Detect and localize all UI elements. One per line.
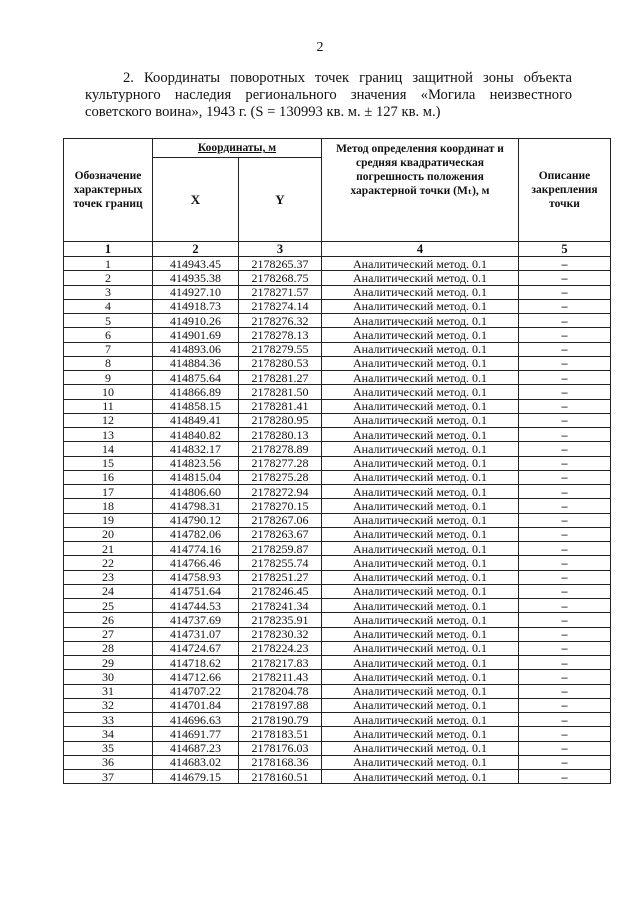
point-number-cell: 37 [64,770,153,784]
table-row [64,456,611,470]
table-row [64,755,611,769]
table-row [64,257,611,271]
column-number: 3 [239,242,322,257]
x-coordinate-cell: 414927.10 [153,285,239,299]
method-cell: Аналитический метод. 0.1 [322,656,519,670]
x-coordinate-cell: 414815.04 [153,470,239,484]
x-coordinate-cell: 414875.64 [153,371,239,385]
y-coordinate-cell: 2178278.13 [239,328,322,342]
header-x: X [153,158,239,242]
x-coordinate-cell: 414707.22 [153,684,239,698]
x-coordinate-cell: 414687.23 [153,741,239,755]
description-cell: – [519,727,611,741]
table-row [64,741,611,755]
y-coordinate-cell: 2178276.32 [239,314,322,328]
table-row [64,670,611,684]
method-cell: Аналитический метод. 0.1 [322,314,519,328]
description-cell: – [519,613,611,627]
coordinates-table [63,138,611,784]
method-cell: Аналитический метод. 0.1 [322,342,519,356]
point-number-cell: 17 [64,485,153,499]
method-cell: Аналитический метод. 0.1 [322,470,519,484]
point-number-cell: 4 [64,299,153,313]
description-cell: – [519,584,611,598]
table-row [64,727,611,741]
y-coordinate-cell: 2178176.03 [239,741,322,755]
description-cell: – [519,641,611,655]
method-cell: Аналитический метод. 0.1 [322,328,519,342]
table-row [64,627,611,641]
point-number-cell: 29 [64,656,153,670]
point-number-cell: 34 [64,727,153,741]
point-number-cell: 6 [64,328,153,342]
description-cell: – [519,428,611,442]
y-coordinate-cell: 2178204.78 [239,684,322,698]
method-cell: Аналитический метод. 0.1 [322,670,519,684]
description-cell: – [519,542,611,556]
x-coordinate-cell: 414832.17 [153,442,239,456]
method-cell: Аналитический метод. 0.1 [322,299,519,313]
y-coordinate-cell: 2178235.91 [239,613,322,627]
point-number-cell: 2 [64,271,153,285]
table-row [64,770,611,784]
y-coordinate-cell: 2178217.83 [239,656,322,670]
method-cell: Аналитический метод. 0.1 [322,499,519,513]
x-coordinate-cell: 414679.15 [153,770,239,784]
column-number: 1 [64,242,153,257]
method-cell: Аналитический метод. 0.1 [322,613,519,627]
description-cell: – [519,627,611,641]
table-row [64,542,611,556]
table-row [64,342,611,356]
point-number-cell: 16 [64,470,153,484]
method-cell: Аналитический метод. 0.1 [322,698,519,712]
header-point-designation: Обозначение характерных точек границ [64,139,153,242]
point-number-cell: 18 [64,499,153,513]
y-coordinate-cell: 2178211.43 [239,670,322,684]
table-row [64,599,611,613]
point-number-cell: 20 [64,527,153,541]
table-row [64,470,611,484]
table-row [64,698,611,712]
table-row [64,513,611,527]
method-cell: Аналитический метод. 0.1 [322,527,519,541]
description-cell: – [519,257,611,271]
point-number-cell: 13 [64,428,153,442]
method-cell: Аналитический метод. 0.1 [322,385,519,399]
method-cell: Аналитический метод. 0.1 [322,627,519,641]
point-number-cell: 30 [64,670,153,684]
table-row [64,584,611,598]
table-row [64,285,611,299]
point-number-cell: 28 [64,641,153,655]
description-cell: – [519,413,611,427]
method-cell: Аналитический метод. 0.1 [322,584,519,598]
header-coordinates: Координаты, м [153,139,322,158]
description-cell: – [519,527,611,541]
table-row [64,713,611,727]
method-cell: Аналитический метод. 0.1 [322,727,519,741]
table-row [64,641,611,655]
method-cell: Аналитический метод. 0.1 [322,556,519,570]
x-coordinate-cell: 414691.77 [153,727,239,741]
x-coordinate-cell: 414901.69 [153,328,239,342]
x-coordinate-cell: 414935.38 [153,271,239,285]
y-coordinate-cell: 2178246.45 [239,584,322,598]
description-cell: – [519,271,611,285]
method-cell: Аналитический метод. 0.1 [322,713,519,727]
header-description: Описание закрепления точки [519,139,611,242]
method-cell: Аналитический метод. 0.1 [322,485,519,499]
table-row [64,556,611,570]
point-number-cell: 11 [64,399,153,413]
description-cell: – [519,513,611,527]
description-cell: – [519,299,611,313]
method-cell: Аналитический метод. 0.1 [322,741,519,755]
description-cell: – [519,570,611,584]
x-coordinate-cell: 414782.06 [153,527,239,541]
page-number: 2 [316,40,324,55]
y-coordinate-cell: 2178251.27 [239,570,322,584]
point-number-cell: 26 [64,613,153,627]
y-coordinate-cell: 2178265.37 [239,257,322,271]
point-number-cell: 21 [64,542,153,556]
method-cell: Аналитический метод. 0.1 [322,428,519,442]
x-coordinate-cell: 414790.12 [153,513,239,527]
description-cell: – [519,656,611,670]
description-cell: – [519,670,611,684]
point-number-cell: 33 [64,713,153,727]
point-number-cell: 32 [64,698,153,712]
heading-text: 2. Координаты поворотных точек границ защитной зоны объекта культурного наследия регионального значения «Могила неизвестного советского воина», 1943 г. (S = 130993 кв. м. ± 127 кв. м.) [85,70,572,120]
column-number: 5 [519,242,611,257]
table-row [64,527,611,541]
description-cell: – [519,485,611,499]
table-row [64,613,611,627]
y-coordinate-cell: 2178267.06 [239,513,322,527]
table-row [64,271,611,285]
method-cell: Аналитический метод. 0.1 [322,371,519,385]
x-coordinate-cell: 414758.93 [153,570,239,584]
point-number-cell: 36 [64,755,153,769]
point-number-cell: 12 [64,413,153,427]
description-cell: – [519,684,611,698]
x-coordinate-cell: 414798.31 [153,499,239,513]
column-number: 2 [153,242,239,257]
method-cell: Аналитический метод. 0.1 [322,542,519,556]
y-coordinate-cell: 2178197.88 [239,698,322,712]
method-cell: Аналитический метод. 0.1 [322,285,519,299]
description-cell: – [519,698,611,712]
x-coordinate-cell: 414701.84 [153,698,239,712]
method-cell: Аналитический метод. 0.1 [322,641,519,655]
description-cell: – [519,755,611,769]
point-number-cell: 24 [64,584,153,598]
description-cell: – [519,285,611,299]
description-cell: – [519,385,611,399]
point-number-cell: 35 [64,741,153,755]
method-cell: Аналитический метод. 0.1 [322,413,519,427]
table-row [64,328,611,342]
point-number-cell: 10 [64,385,153,399]
y-coordinate-cell: 2178271.57 [239,285,322,299]
method-cell: Аналитический метод. 0.1 [322,257,519,271]
description-cell: – [519,314,611,328]
y-coordinate-cell: 2178272.94 [239,485,322,499]
x-coordinate-cell: 414718.62 [153,656,239,670]
x-coordinate-cell: 414724.67 [153,641,239,655]
point-number-cell: 3 [64,285,153,299]
description-cell: – [519,342,611,356]
y-coordinate-cell: 2178280.95 [239,413,322,427]
method-cell: Аналитический метод. 0.1 [322,356,519,370]
header-y: Y [239,158,322,242]
point-number-cell: 31 [64,684,153,698]
table-row [64,485,611,499]
y-coordinate-cell: 2178224.23 [239,641,322,655]
x-coordinate-cell: 414840.82 [153,428,239,442]
method-cell: Аналитический метод. 0.1 [322,513,519,527]
y-coordinate-cell: 2178183.51 [239,727,322,741]
x-coordinate-cell: 414823.56 [153,456,239,470]
y-coordinate-cell: 2178281.27 [239,371,322,385]
table-row [64,684,611,698]
description-cell: – [519,741,611,755]
x-coordinate-cell: 414910.26 [153,314,239,328]
y-coordinate-cell: 2178168.36 [239,755,322,769]
y-coordinate-cell: 2178281.50 [239,385,322,399]
x-coordinate-cell: 414696.63 [153,713,239,727]
point-number-cell: 5 [64,314,153,328]
method-cell: Аналитический метод. 0.1 [322,770,519,784]
method-cell: Аналитический метод. 0.1 [322,570,519,584]
table-row [64,385,611,399]
x-coordinate-cell: 414683.02 [153,755,239,769]
table-body [64,257,611,784]
description-cell: – [519,599,611,613]
point-number-cell: 25 [64,599,153,613]
description-cell: – [519,371,611,385]
description-cell: – [519,770,611,784]
table-row [64,314,611,328]
table-row [64,399,611,413]
table-row [64,570,611,584]
x-coordinate-cell: 414858.15 [153,399,239,413]
x-coordinate-cell: 414744.53 [153,599,239,613]
y-coordinate-cell: 2178230.32 [239,627,322,641]
point-number-cell: 7 [64,342,153,356]
y-coordinate-cell: 2178270.15 [239,499,322,513]
table-row [64,428,611,442]
method-cell: Аналитический метод. 0.1 [322,456,519,470]
y-coordinate-cell: 2178275.28 [239,470,322,484]
method-cell: Аналитический метод. 0.1 [322,399,519,413]
x-coordinate-cell: 414712.66 [153,670,239,684]
x-coordinate-cell: 414774.16 [153,542,239,556]
description-cell: – [519,356,611,370]
method-cell: Аналитический метод. 0.1 [322,599,519,613]
x-coordinate-cell: 414866.89 [153,385,239,399]
x-coordinate-cell: 414918.73 [153,299,239,313]
column-number: 4 [322,242,519,257]
y-coordinate-cell: 2178263.67 [239,527,322,541]
point-number-cell: 9 [64,371,153,385]
method-cell: Аналитический метод. 0.1 [322,271,519,285]
table-row [64,356,611,370]
point-number-cell: 19 [64,513,153,527]
y-coordinate-cell: 2178241.34 [239,599,322,613]
y-coordinate-cell: 2178280.53 [239,356,322,370]
x-coordinate-cell: 414893.06 [153,342,239,356]
y-coordinate-cell: 2178190.79 [239,713,322,727]
y-coordinate-cell: 2178160.51 [239,770,322,784]
description-cell: – [519,399,611,413]
description-cell: – [519,442,611,456]
x-coordinate-cell: 414943.45 [153,257,239,271]
x-coordinate-cell: 414849.41 [153,413,239,427]
y-coordinate-cell: 2178255.74 [239,556,322,570]
y-coordinate-cell: 2178259.87 [239,542,322,556]
y-coordinate-cell: 2178268.75 [239,271,322,285]
table-row [64,371,611,385]
point-number-cell: 23 [64,570,153,584]
method-cell: Аналитический метод. 0.1 [322,442,519,456]
point-number-cell: 1 [64,257,153,271]
table-row [64,442,611,456]
description-cell: – [519,713,611,727]
y-coordinate-cell: 2178274.14 [239,299,322,313]
point-number-cell: 22 [64,556,153,570]
x-coordinate-cell: 414806.60 [153,485,239,499]
table-row [64,299,611,313]
point-number-cell: 27 [64,627,153,641]
point-number-cell: 14 [64,442,153,456]
description-cell: – [519,456,611,470]
x-coordinate-cell: 414884.36 [153,356,239,370]
description-cell: – [519,328,611,342]
y-coordinate-cell: 2178280.13 [239,428,322,442]
method-cell: Аналитический метод. 0.1 [322,755,519,769]
table-row [64,499,611,513]
table-row [64,656,611,670]
y-coordinate-cell: 2178277.28 [239,456,322,470]
description-cell: – [519,499,611,513]
table-row [64,413,611,427]
y-coordinate-cell: 2178279.55 [239,342,322,356]
y-coordinate-cell: 2178281.41 [239,399,322,413]
point-number-cell: 15 [64,456,153,470]
x-coordinate-cell: 414751.64 [153,584,239,598]
description-cell: – [519,556,611,570]
point-number-cell: 8 [64,356,153,370]
method-cell: Аналитический метод. 0.1 [322,684,519,698]
document-heading [85,70,572,121]
description-cell: – [519,470,611,484]
header-method: Метод определения координат и средняя квадратическая погрешность положения характерной точки (Mₜ), м [322,139,519,242]
x-coordinate-cell: 414766.46 [153,556,239,570]
x-coordinate-cell: 414737.69 [153,613,239,627]
x-coordinate-cell: 414731.07 [153,627,239,641]
y-coordinate-cell: 2178278.89 [239,442,322,456]
